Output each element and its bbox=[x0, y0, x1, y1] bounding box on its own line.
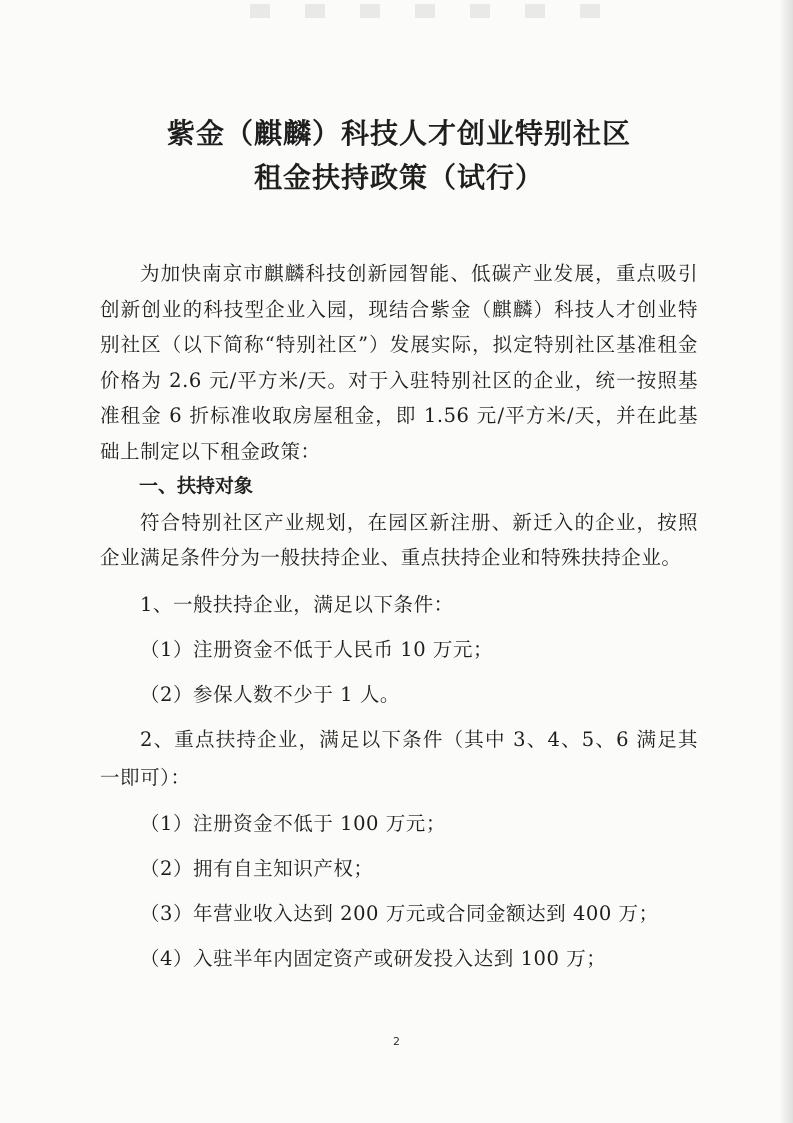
key-condition-4: （4）入驻半年内固定资产或研发投入达到 100 万； bbox=[139, 946, 607, 970]
key-condition-1: （1）注册资金不低于 100 万元； bbox=[139, 811, 446, 835]
general-condition-1: （1）注册资金不低于人民币 10 万元； bbox=[139, 637, 494, 661]
title-line-1: 紫金（麒麟）科技人才创业特别社区 bbox=[166, 117, 631, 150]
page-number: 2 bbox=[393, 1035, 400, 1048]
document-page bbox=[100, 112, 698, 981]
general-support-heading: 1、一般扶持企业，满足以下条件： bbox=[139, 592, 454, 616]
title-line-2: 租金扶持政策（试行） bbox=[253, 161, 544, 194]
general-condition-2: （2）参保人数不少于 1 人。 bbox=[139, 682, 400, 706]
section-1-heading: 一、扶持对象 bbox=[138, 475, 253, 497]
scan-artifact-top bbox=[250, 4, 600, 18]
document-title bbox=[100, 112, 698, 200]
key-condition-2: （2）拥有自主知识产权； bbox=[139, 856, 374, 880]
intro-paragraph: 为加快南京市麒麟科技创新园智能、低碳产业发展，重点吸引创新创业的科技型企业入园，现结合紫金（麒麟）科技人才创业特别社区（以下简称“特别社区”）发展实际，拟定特别社区基准租金价格为 2.6 元/平方米/天。对于入驻特别社区的企业，统一按照基准租金 6 折标准收取房屋租金，即 1.56 元/平方米/天，并在此基础上制定以下租金政策： bbox=[100, 262, 698, 463]
section-1-paragraph: 符合特别社区产业规划，在园区新注册、新迁入的企业，按照企业满足条件分为一般扶持企业、重点扶持企业和特殊扶持企业。 bbox=[100, 510, 698, 569]
key-condition-3: （3）年营业收入达到 200 万元或合同金额达到 400 万； bbox=[139, 901, 659, 925]
intro-section bbox=[100, 256, 698, 469]
scan-artifact-edge bbox=[779, 0, 793, 1123]
key-support-heading: 2、重点扶持企业，满足以下条件（其中 3、4、5、6 满足其一即可）： bbox=[100, 727, 698, 789]
